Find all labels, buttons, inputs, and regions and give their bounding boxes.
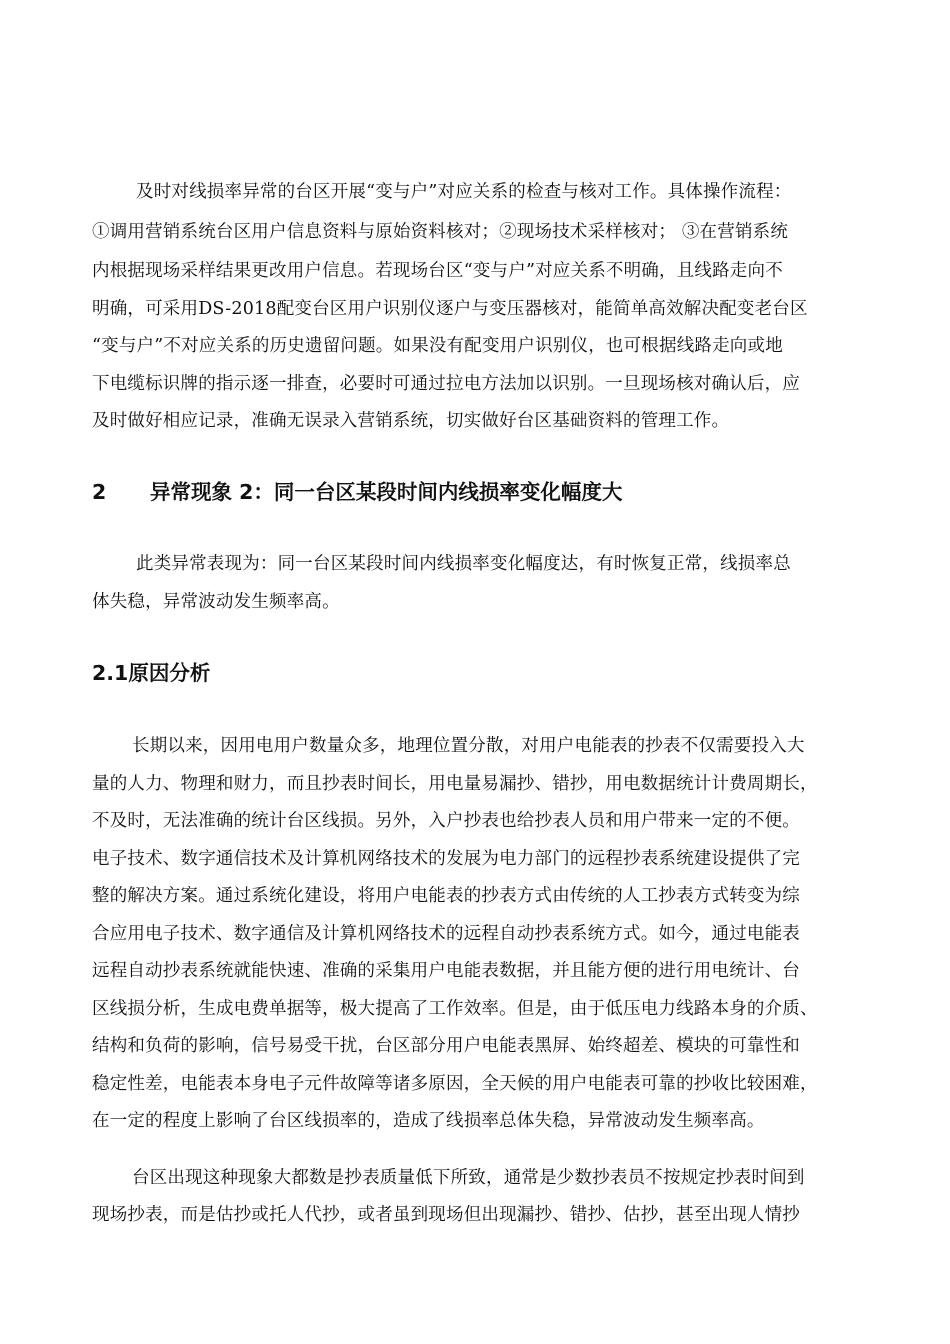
paragraph-3-line: 结构和负荷的影响，信号易受干扰，台区部分用户电能表黑屏、始终超差、模块的可靠性和 [92, 1036, 800, 1056]
paragraph-1-line: 及时做好相应记录，准确无误录入营销系统，切实做好台区基础资料的管理工作。 [92, 411, 730, 431]
section-number: 2 [92, 480, 107, 504]
paragraph-1-line: 下电缆标识牌的指示逐一排查，必要时可通过拉电方法加以识别。一旦现场核对确认后，应 [92, 374, 800, 394]
paragraph-2-line: 此类异常表现为：同一台区某段时间内线损率变化幅度达，有时恢复正常，线损率总 [136, 554, 791, 574]
paragraph-3-line: 区线损分析，生成电费单据等，极大提高了工作效率。但是，由于低压电力线路本身的介质、 [92, 999, 818, 1019]
paragraph-1-line: ①调用营销系统台区用户信息资料与原始资料核对；②现场技术采样核对； ③在营销系统 [92, 222, 789, 242]
paragraph-3-line: 在一定的程度上影响了台区线损率的，造成了线损率总体失稳，异常波动发生频率高。 [92, 1111, 765, 1131]
paragraph-3-line: 电子技术、数字通信技术及计算机网络技术的发展为电力部门的远程抄表系统建设提供了完 [92, 849, 800, 869]
paragraph-2-line: 体失稳，异常波动发生频率高。 [92, 592, 340, 612]
paragraph-3-line: 稳定性差，电能表本身电子元件故障等诸多原因，全天候的用户电能表可靠的抄收比较困难， [92, 1074, 818, 1094]
paragraph-3-line: 量的人力、物理和财力，而且抄表时间长，用电量易漏抄、错抄，用电数据统计计费周期长， [92, 774, 818, 794]
paragraph-4-line: 现场抄表，而是估抄或托人代抄，或者虽到现场但出现漏抄、错抄、估抄，甚至出现人情抄 [92, 1205, 800, 1225]
paragraph-1-line: 内根据现场采样结果更改用户信息。若现场台区“变与户”对应关系不明确，且线路走向不 [92, 261, 783, 281]
paragraph-3-line: 不及时，无法准确的统计台区线损。另外，入户抄表也给抄表人员和用户带来一定的不便。 [92, 811, 800, 831]
paragraph-1-line: “变与户”不对应关系的历史遗留问题。如果没有配变用户识别仪，也可根据线路走向或地 [92, 336, 783, 356]
paragraph-1-line: 明确，可采用DS-2018配变台区用户识别仪逐户与变压器核对，能简单高效解决配变老台区 [92, 299, 808, 319]
subsection-2-1-heading: 2.1原因分析 [92, 661, 211, 685]
section-2-heading [92, 479, 622, 505]
section-title: 异常现象 2：同一台区某段时间内线损率变化幅度大 [150, 480, 623, 504]
paragraph-1-line: 及时对线损率异常的台区开展“变与户”对应关系的检查与核对工作。具体操作流程： [136, 182, 792, 202]
paragraph-3-line: 远程自动抄表系统就能快速、准确的采集用户电能表数据，并且能方便的进行用电统计、台 [92, 961, 800, 981]
paragraph-3-line: 长期以来，因用电用户数量众多，地理位置分散，对用户电能表的抄表不仅需要投入大 [132, 736, 805, 756]
paragraph-3-line: 合应用电子技术、数字通信及计算机网络技术的远程自动抄表系统方式。如今，通过电能表 [92, 924, 800, 944]
paragraph-3-line: 整的解决方案。通过系统化建设，将用户电能表的抄表方式由传统的人工抄表方式转变为综 [92, 886, 800, 906]
paragraph-4-line: 台区出现这种现象大都数是抄表质量低下所致，通常是少数抄表员不按规定抄表时间到 [132, 1168, 805, 1188]
